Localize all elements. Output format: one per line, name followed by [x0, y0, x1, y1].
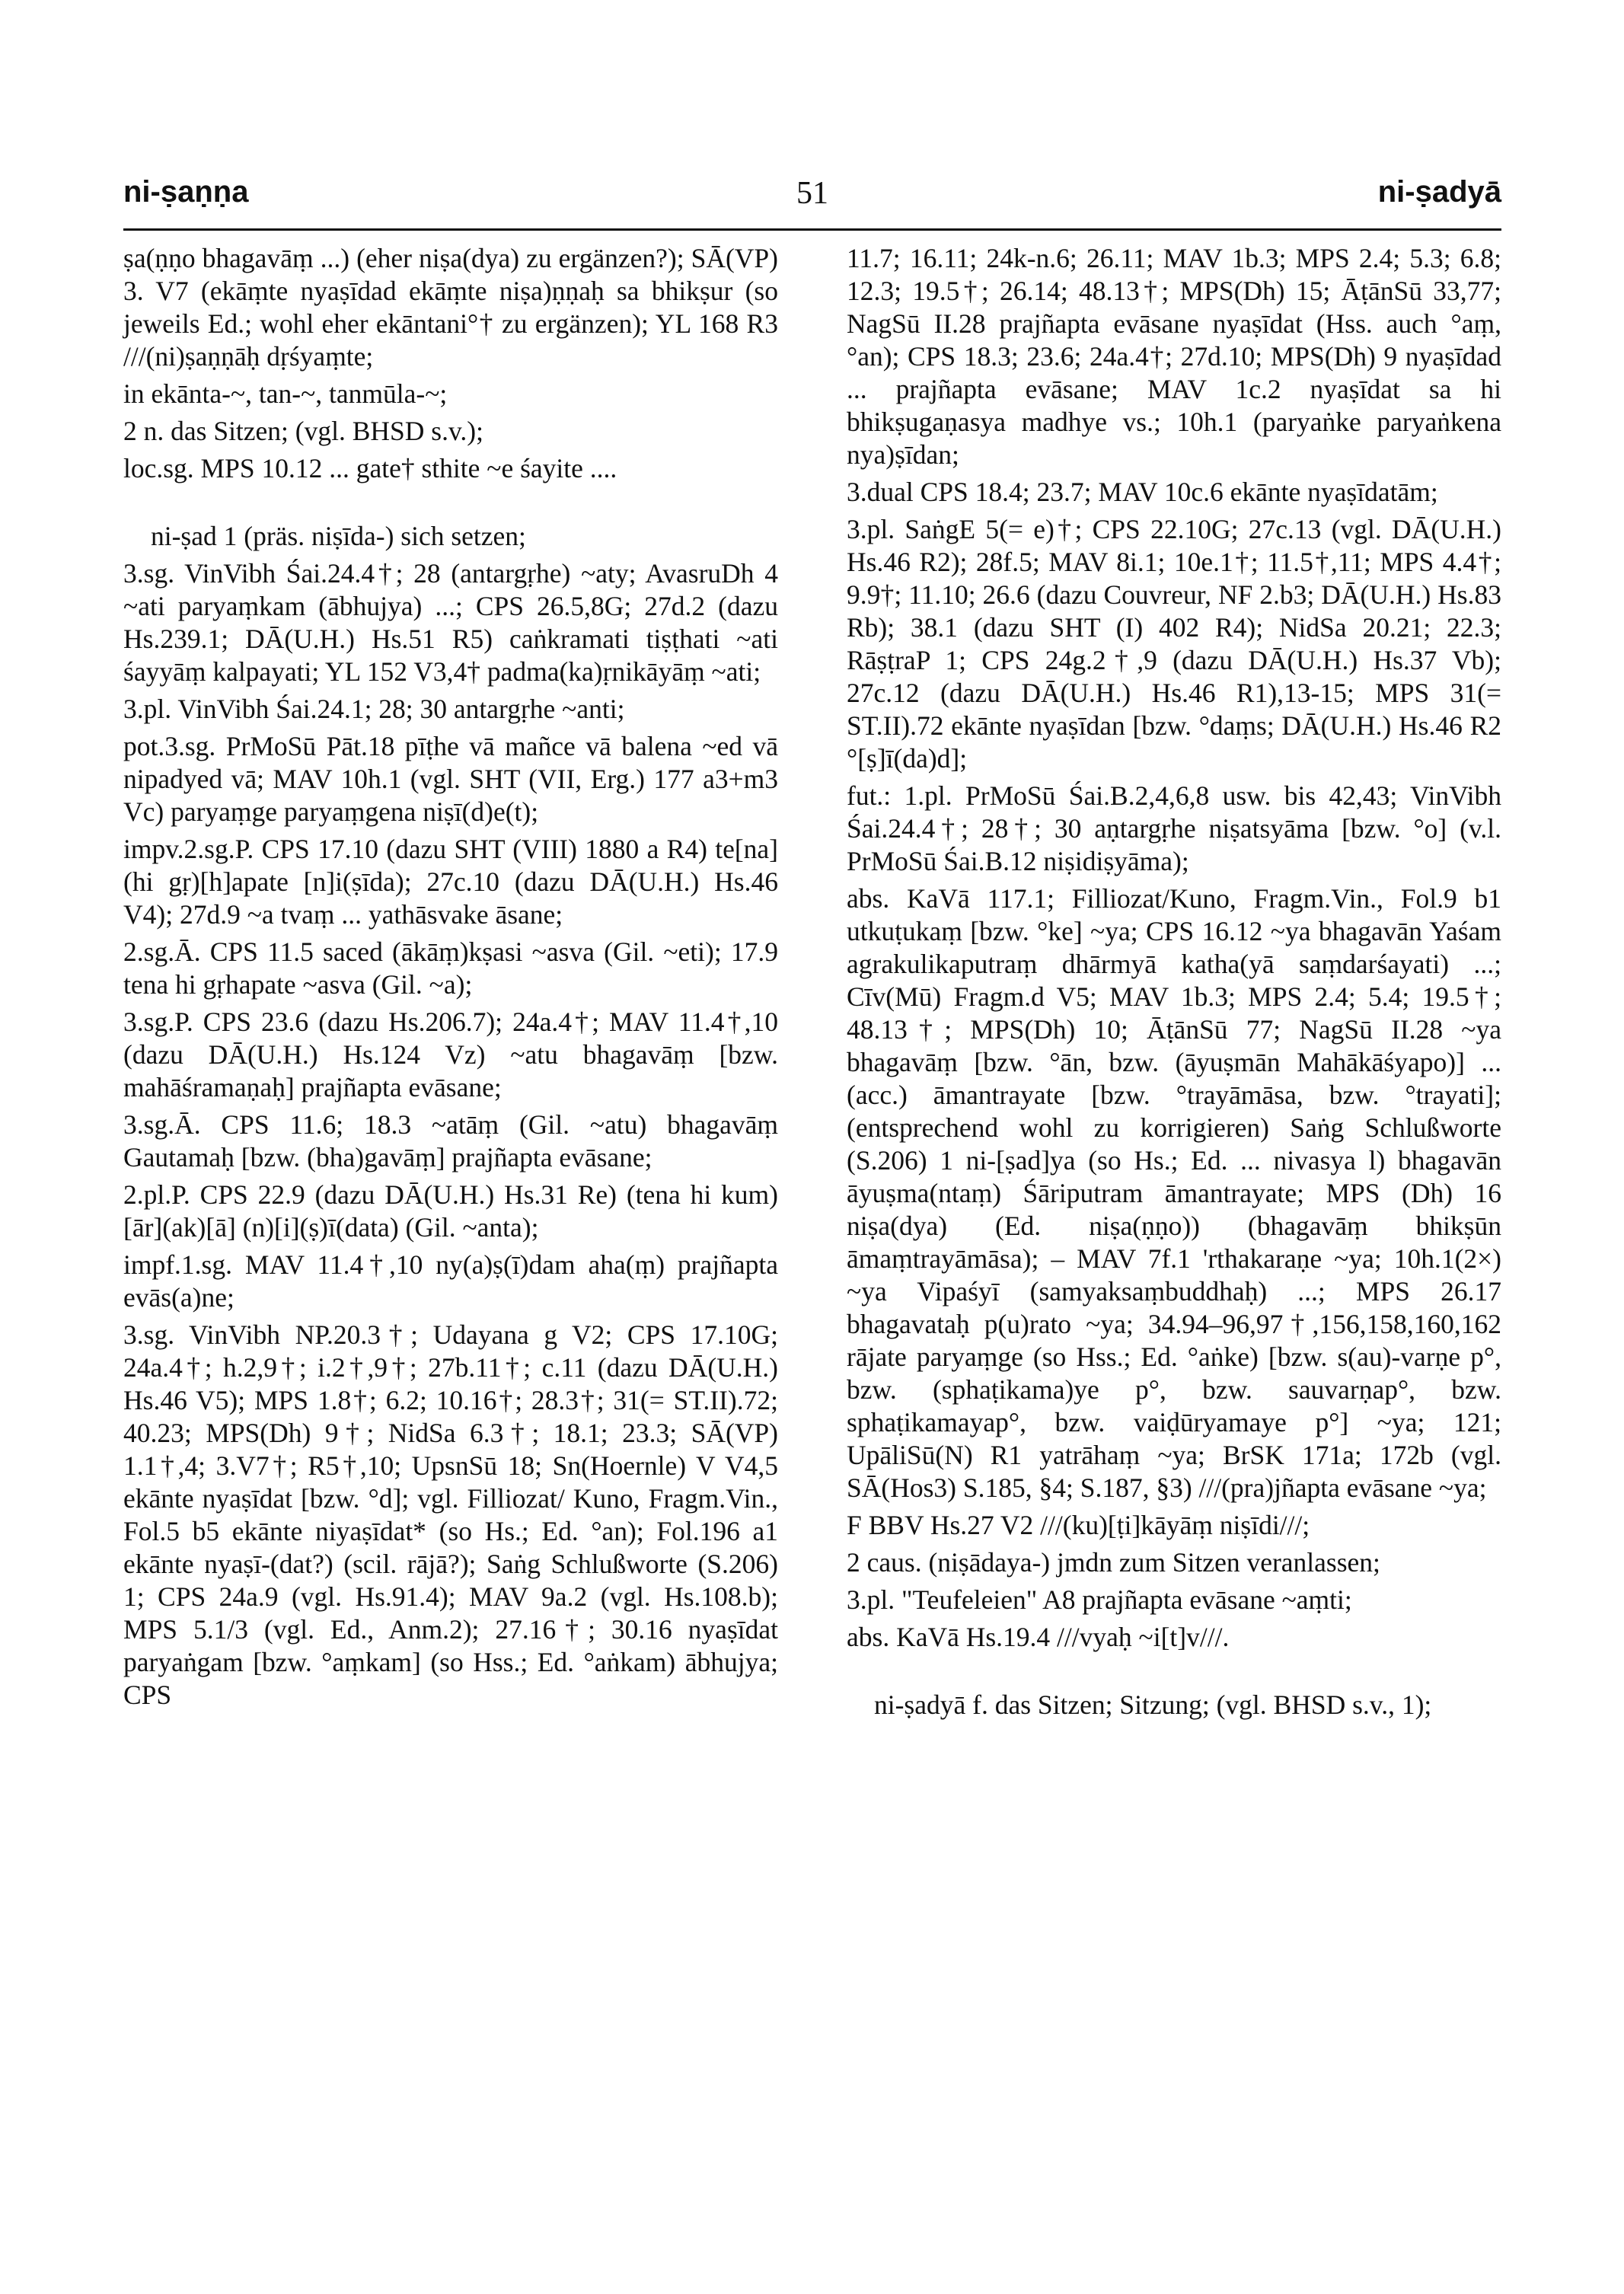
entry-paragraph: 3.sg.Ā. CPS 11.6; 18.3 ~atāṃ (Gil. ~atu) bhagavāṃ Gautamaḥ [bzw. (bha)gavāṃ] prajñapta evāsane; — [123, 1109, 778, 1173]
entry-paragraph: 11.7; 16.11; 24k-n.6; 26.11; MAV 1b.3; MPS 2.4; 5.3; 6.8; 12.3; 19.5†; 26.14; 48.13†; MPS(Dh) 15; ĀṭānSū 33,77; NagSū II.28 prajñapta evāsane nyaṣīdat (Hss. auch °aṃ, °an); CPS 18.3; 23.6; 24a.4†; 27d.10; MPS(Dh) 9 nyaṣīdad ... prajñapta evāsane; MAV 1c.2 nyaṣīdat sa hi bhikṣugaṇasya madhye vs.; 10h.1 (paryaṅke paryaṅkena nya)ṣīdan; — [847, 243, 1501, 470]
entry-paragraph: 3.dual CPS 18.4; 23.7; MAV 10c.6 ekānte nyaṣīdatām; — [847, 477, 1438, 507]
entry-paragraph: 2.sg.Ā. CPS 11.5 saced (ākāṃ)kṣasi ~asva (Gil. ~eti); 17.9 tena hi gṛhapate ~asva (Gil. ~a); — [123, 936, 778, 1000]
right-column — [847, 242, 1501, 1726]
page-number: 51 — [796, 176, 828, 211]
headword-entry: ni-ṣadyā f. das Sitzen; Sitzung; (vgl. BHSD s.v., 1); — [874, 1689, 1432, 1720]
entry-paragraph: impf.1.sg. MAV 11.4†,10 ny(a)ṣ(ī)dam aha(ṃ) prajñapta evās(a)ne; — [123, 1249, 778, 1313]
entry-paragraph: ṣa(ṇṇo bhagavāṃ ...) (eher niṣa(dya) zu ergänzen?); SĀ(VP) 3. V7 (ekāṃte nyaṣīdad ekāṃte niṣa)ṇṇaḥ sa bhikṣur (so jeweils Ed.; wohl eher ekāntani°† zu ergänzen); YL 168 R3 ///(ni)ṣaṇṇāḥ dṛśyaṃte; — [123, 243, 778, 372]
entry-paragraph: 3.pl. VinVibh Śai.24.1; 28; 30 antargṛhe ~anti; — [123, 694, 625, 724]
entry-paragraph: fut.: 1.pl. PrMoSū Śai.B.2,4,6,8 usw. bis 42,43; VinVibh Śai.24.4†; 28†; 30 aṇtargṛhe niṣatsyāma [bzw. °o] (v.l. PrMoSū Śai.B.12 niṣidiṣyāma); — [847, 780, 1501, 876]
entry-paragraph: 3.pl. SaṅgE 5(= e)†; CPS 22.10G; 27c.13 (vgl. DĀ(U.H.) Hs.46 R2); 28f.5; MAV 8i.1; 10e.1†; 11.5†,11; MPS 4.4†; 9.9†; 11.10; 26.6 (dazu Couvreur, NF 2.b3; DĀ(U.H.) Hs.83 Rb); 38.1 (dazu SHT (I) 402 R4); NidSa 20.21; 22.3; RāṣṭraP 1; CPS 24g.2†,9 (dazu DĀ(U.H.) Hs.37 Vb); 27c.12 (dazu DĀ(U.H.) Hs.46 R1),13-15; MPS 31(= ST.II).72 ekānte nyaṣīdan [bzw. °daṃs; DĀ(U.H.) Hs.46 R2 °[ṣ]ī(da)d]; — [847, 514, 1501, 774]
entry-paragraph: abs. KaVā 117.1; Filliozat/Kuno, Fragm.Vin., Fol.9 b1 utkuṭukaṃ [bzw. °ke] ~ya; CPS 16.12 ~ya bhagavān Yaśam agrakulikaputraṃ dhārmyā katha(yā saṃdarśayati) ...; Cīv(Mū) Fragm.d V5; MAV 1b.3; MPS 2.4; 5.4; 19.5†; 48.13†; MPS(Dh) 10; ĀṭānSū 77; NagSū II.28 ~ya bhagavāṃ [bzw. °ān, bzw. (āyuṣmān Mahākāśyapo)] ... (acc.) āmantrayate [bzw. °trayāmāsa, bzw. °trayati]; (entsprechend wohl zu korrigieren) Saṅg Schlußworte (S.206) 1 ni-[ṣad]ya (so Hs.; Ed. ... nivasya l) bhagavān āyuṣma(ntaṃ) Śāriputram āmantrayate; MPS (Dh) 16 niṣa(dya) (Ed. niṣa(ṇṇo)) (bhagavāṃ bhikṣūn āmaṃtrayāmāsa); – MAV 7f.1 'rthakaraṇe ~ya; 10h.1(2×) ~ya Vipaśyī (samyaksaṃbuddhaḥ) ...; MPS 26.17 bhagavataḥ p(u)rato ~ya; 34.94–96,97†,156,158,160,162 rājate paryaṃge (so Hss.; Ed. °aṅke) [bzw. s(au)-varṇe p°, bzw. (sphaṭikama)ye p°, bzw. sauvarṇap°, bzw. sphaṭikamayap°, bzw. vaiḍūryamaye p°] ~ya; 121; UpāliSū(N) R1 yatrāhaṃ ~ya; BrSK 171a; 172b (vgl. SĀ(Hos3) S.185, §4; S.187, §3) ///(pra)jñapta evāsane ~ya; — [847, 883, 1501, 1503]
entry-paragraph: 3.sg.P. CPS 23.6 (dazu Hs.206.7); 24a.4†; MAV 11.4†,10 (dazu DĀ(U.H.) Hs.124 Vz) ~atu bhagavāṃ [bzw. mahāśramaṇaḥ] prajñapta evāsane; — [123, 1007, 778, 1102]
entry-paragraph: loc.sg. MPS 10.12 ... gate† sthite ~e śayite .... — [123, 453, 617, 483]
header-rule — [123, 228, 1501, 231]
entry-paragraph: 2.pl.P. CPS 22.9 (dazu DĀ(U.H.) Hs.31 Re) (tena hi kum)[ār](ak)[ā] (n)[i](ṣ)ī(data) (Gil. ~anta); — [123, 1179, 778, 1243]
running-header — [123, 175, 1501, 221]
entry-paragraph: in ekānta-~, tan-~, tanmūla-~; — [123, 378, 448, 409]
entry-paragraph: F BBV Hs.27 V2 ///(ku)[ṭi]kāyāṃ niṣīdi///; — [847, 1510, 1310, 1540]
entry-paragraph: 2 caus. (niṣādaya-) jmdn zum Sitzen veranlassen; — [847, 1547, 1380, 1578]
entry-paragraph: 2 n. das Sitzen; (vgl. BHSD s.v.); — [123, 416, 483, 446]
headword-entry: ni-ṣad 1 (präs. niṣīda-) sich setzen; — [151, 521, 526, 551]
left-column — [123, 242, 778, 1716]
entry-paragraph: impv.2.sg.P. CPS 17.10 (dazu SHT (VIII) 1880 a R4) te[na] (hi gṛ)[h]apate [n]i(ṣīda); 27c.10 (dazu DĀ(U.H.) Hs.46 V4); 27d.9 ~a tvaṃ ... yathāsvake āsane; — [123, 834, 778, 930]
header-right-headword: ni-ṣadyā — [1377, 175, 1501, 209]
header-left-headword: ni-ṣaṇṇa — [123, 175, 249, 209]
entry-paragraph: 3.pl. "Teufeleien" A8 prajñapta evāsane ~aṃti; — [847, 1584, 1352, 1615]
entry-paragraph: 3.sg. VinVibh Śai.24.4†; 28 (antargṛhe) ~aty; AvasruDh 4 ~ati paryaṃkam (ābhujya) ...; CPS 26.5,8G; 27d.2 (dazu Hs.239.1; DĀ(U.H.) Hs.51 R5) caṅkramati tiṣṭhati ~ati śayyāṃ kalpayati; YL 152 V3,4† padma(ka)ṛnikāyāṃ ~ati; — [123, 558, 778, 687]
entry-paragraph: abs. KaVā Hs.19.4 ///vyaḥ ~i[t]v///. — [847, 1622, 1230, 1652]
entry-paragraph: 3.sg. VinVibh NP.20.3†; Udayana g V2; CPS 17.10G; 24a.4†; h.2,9†; i.2†,9†; 27b.11†; c.11 (dazu DĀ(U.H.) Hs.46 V5); MPS 1.8†; 6.2; 10.16†; 28.3†; 31(= ST.II).72; 40.23; MPS(Dh) 9†; NidSa 6.3†; 18.1; 23.3; SĀ(VP) 1.1†,4; 3.V7†; R5†,10; UpsnSū 18; Sn(Hoernle) V V4,5 ekānte nyaṣīdat [bzw. °d]; vgl. Filliozat/ Kuno, Fragm.Vin., Fol.5 b5 ekānte niyaṣīdat* (so Hs.; Ed. °an); Fol.196 a1 ekānte nyaṣī-(dat?) (scil. rājā?); Saṅg Schlußworte (S.206) 1; CPS 24a.9 (vgl. Hs.91.4); MAV 9a.2 (vgl. Hs.108.b); MPS 5.1/3 (vgl. Ed., Anm.2); 27.16†; 30.16 nyaṣīdat paryaṅgam [bzw. °aṃkam] (so Hss.; Ed. °aṅkam) ābhujya; CPS — [123, 1319, 778, 1710]
entry-paragraph: pot.3.sg. PrMoSū Pāt.18 pīṭhe vā mañce vā balena ~ed vā nipadyed vā; MAV 10h.1 (vgl. SHT (VII, Erg.) 177 a3+m3 Vc) paryaṃge paryaṃgena niṣī(d)e(t); — [123, 731, 778, 827]
